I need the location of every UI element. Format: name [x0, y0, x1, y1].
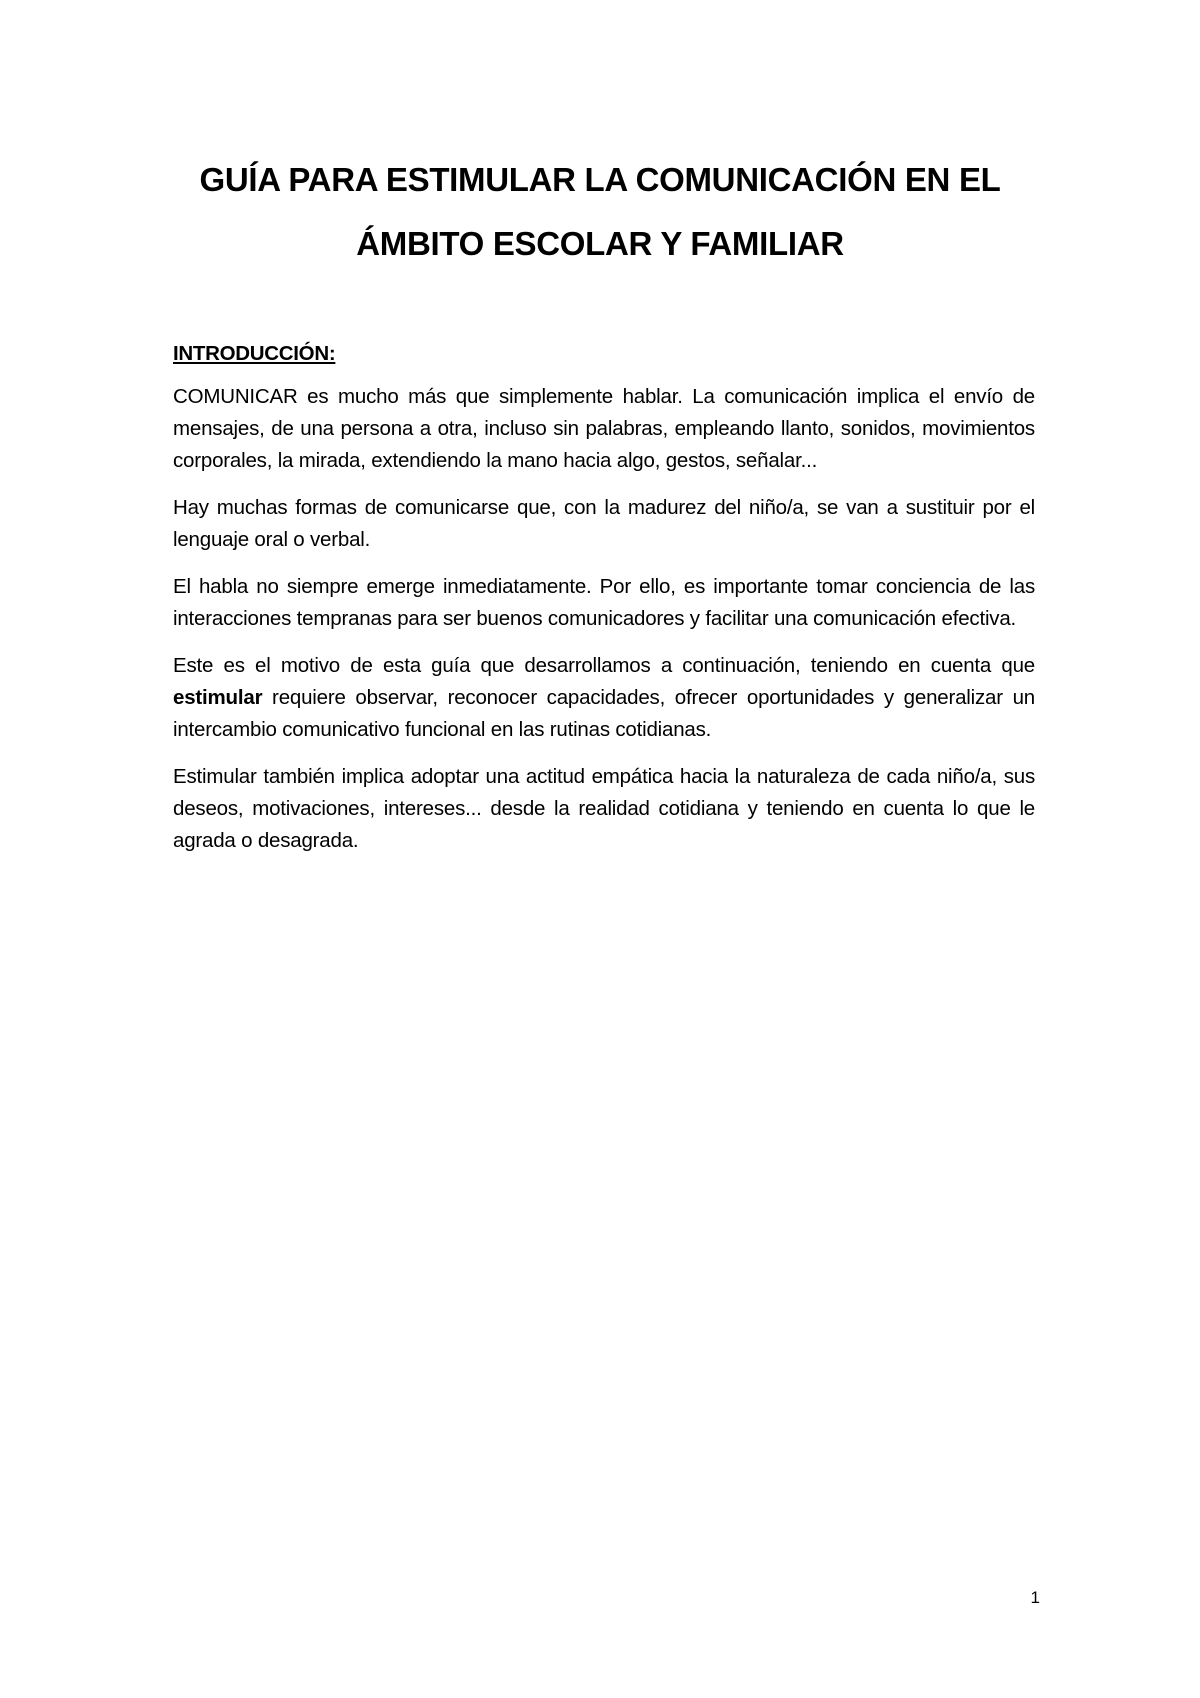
paragraph-4-bold-word: estimular: [173, 686, 263, 709]
title-line-2: ÁMBITO ESCOLAR Y FAMILIAR: [356, 225, 844, 262]
paragraph-3: El habla no siempre emerge inmediatamente. Por ello, es importante tomar conciencia de las interacciones tempranas para ser buenos comunicadores y facilitar una comunicación efectiva.: [173, 575, 1035, 630]
paragraph-4: [173, 650, 1035, 746]
paragraph-2: Hay muchas formas de comunicarse que, con la madurez del niño/a, se van a sustituir por el lenguaje oral o verbal.: [173, 496, 1035, 551]
paragraph-5: Estimular también implica adoptar una actitud empática hacia la naturaleza de cada niño/a, sus deseos, motivaciones, intereses... desde la realidad cotidiana y teniendo en cuenta lo que le agrada o desagrada.: [173, 765, 1035, 852]
document-title: [150, 148, 1050, 276]
paragraph-1: COMUNICAR es mucho más que simplemente hablar. La comunicación implica el envío de mensajes, de una persona a otra, incluso sin palabras, empleando llanto, sonidos, movimientos corporales, la mirada, extendiendo la mano hacia algo, gestos, señalar...: [173, 385, 1035, 472]
section-heading-introduction: INTRODUCCIÓN:: [173, 342, 336, 365]
page-number: 1: [1030, 1588, 1040, 1607]
title-line-1: GUÍA PARA ESTIMULAR LA COMUNICACIÓN EN EL: [199, 161, 1001, 198]
paragraph-4-text-end: requiere observar, reconocer capacidades, ofrecer oportunidades y generalizar un intercambio comunicativo funcional en las rutinas cotidianas.: [173, 686, 1035, 741]
paragraph-4-text-start: Este es el motivo de esta guía que desarrollamos a continuación, teniendo en cuenta que: [173, 654, 1035, 677]
document-body: [173, 338, 1035, 872]
